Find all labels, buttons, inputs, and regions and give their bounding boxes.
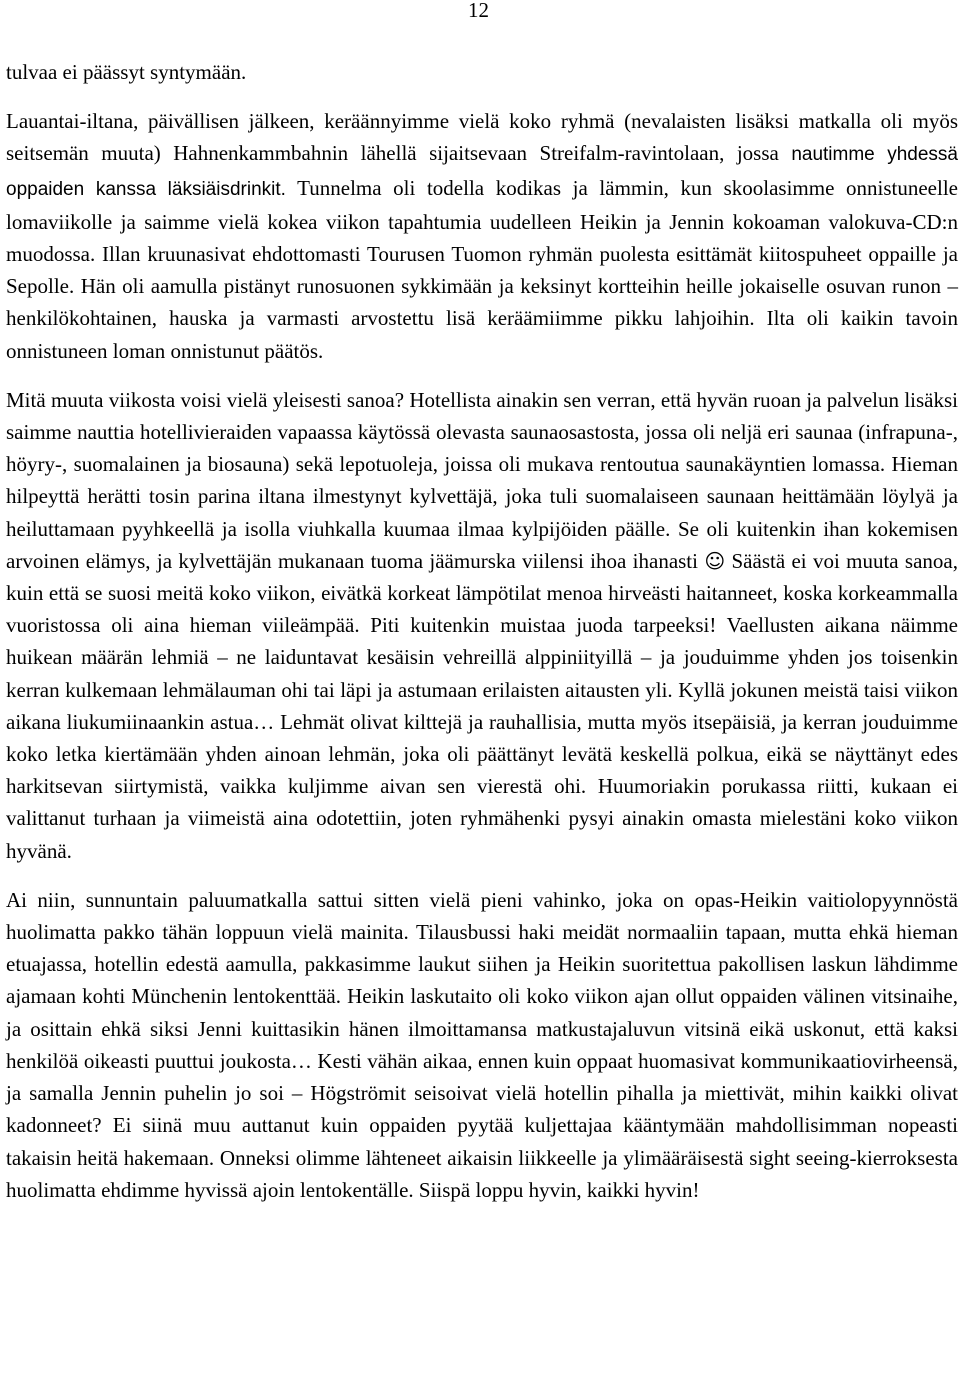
paragraph-text: Lauantai-iltana, päivällisen jälkeen, keräännyimme vielä koko ryhmä (nevalaisten lisäksi matkalla oli myös seitsemän muuta) Hahnenkammbahnin lähellä sijaitsevaan Streifalm-ravintolaan, jossa — [6, 109, 958, 166]
paragraph-text: Tunnelma oli todella kodikas ja lämmin, kun skoolasimme onnistuneelle lomaviikolle ja saimme vielä kokea viikon tapahtumia uudelleen Heikin ja Jennin kokoaman valokuva-CD:n muodossa. Illan kruunasivat ehdottomasti Tourusen Tuomon ryhmän puolesta esittämät kiitospuheet oppaille ja Sepolle. Hän oli aamulla pistänyt runosuonen sykkimään ja keksinyt kortteihin heille jokaiselle osuvan runon – henkilökohtainen, hauska ja varmasti arvostettu lisä keräämiimme pikku lahjoihin. Ilta oli kaikin tavoin onnistuneen loman onnistunut päätös. — [6, 175, 958, 363]
page-number: 12 — [468, 0, 489, 22]
paragraph-return-trip: Ai niin, sunnuntain paluumatkalla sattui sitten vielä pieni vahinko, joka on opas-Heikin vaitiolopyynnöstä huolimatta pakko tähän loppuun vielä mainita. Tilausbussi haki meidät normaaliin tapaan, mutta ehkä hieman etuajassa, hotellin edestä aamulla, pakkasimme laukut siihen ja Heikin suoritettua pakollisen laskun lähdimme ajamaan kohti Münchenin lentokenttää. Heikin laskutaito oli koko viikon ajan ollut oppaiden välinen vitsinaihe, ja osittain ehkä siksi Jenni kuittasikin hänen ilmoittamansa matkustajaluvun vitsinä eikä uskonut, että kaksi henkilöä oikeasti puuttui joukosta… Kesti vähän aikaa, ennen kuin oppaat huomasivat kommunikaatiovirheensä, ja samalla Jennin puhelin jo soi – Högströmit seisoivat vielä hotellin pihalla ja miettivät, mihin kaikki olivat kadonneet? Ei siinä muu auttanut kuin oppaiden pyytää kuljettajaa kääntymään mahdollisimman nopeasti takaisin heitä hakemaan. Onneksi olimme lähteneet aikaisin liikkeelle ja ylimääräisestä sight seeing-kierroksesta huolimatta ehdimme hyvissä ajoin lentokentälle. Siispä loppu hyvin, kaikki hyvin! — [6, 887, 958, 1202]
paragraph-text-sans: nautimme yhdessä oppaiden kanssa läksiäisdrinkit. — [6, 144, 958, 200]
smiley-icon: ☺ — [704, 548, 726, 573]
paragraph-continuation: tulvaa ei päässyt syntymään. — [6, 60, 247, 84]
paragraph-farewell-evening — [6, 105, 958, 367]
paragraph-text: Säästä ei voi muuta sanoa, kuin että se suosi meitä koko viikon, eivätkä korkeat lämpötilat menoa hirveästi haitanneet, koska korkeammalla vuoristossa oli aina hieman viileämpää. Piti kuitenkin muistaa juoda tarpeeksi! Vaellusten aikana näimme huikean määrän lehmiä – ne laiduntavat kesäisin vehreillä alppiniityillä – ja jouduimme yhden jos toisenkin kerran kulkemaan lehmälauman ohi tai läpi ja astumaan erilaisten aitausten yli. Kyllä jokunen meistä taisi viikon aikana liukumiinaankin astua… Lehmät olivat kilttejä ja rauhallisia, mutta myös itsepäisiä, ja kerran jouduimme koko letka kiertämään yhden ainoan lehmän, joka oli päättänyt levätä keskellä polkua, eikä se näyttänyt edes harkitsevan siirtymistä, vaikka kuljimme aivan sen vierestä ohi. Huumoriakin porukassa riitti, kukaan ei valittanut turhaan ja viimeistä aina odotettiin, joten ryhmähenki pysyi ainakin omasta mielestäni koko viikon hyvänä. — [6, 548, 958, 863]
paragraph-text: Mitä muuta viikosta voisi vielä yleisesti sanoa? Hotellista ainakin sen verran, että hyvän ruoan ja palvelun lisäksi saimme nauttia hotellivieraiden vapaassa käytössä olevasta saunaosastosta, jossa oli neljä eri saunaa (infrapuna-, höyry-, suomalainen ja biosauna) sekä lepotuoleja, joissa oli mukava rentoutua saunakäyntien lomassa. Hieman hilpeyttä herätti tosin parina iltana ilmestynyt kylvettäjä, joka tuli suomalaiseen saunaan heittämään löylyä ja heiluttamaan pyyhkeellä ja isolla viuhkalla kuumaa ilmaa kylpijöiden päälle. Se oli kuitenkin ihan kokemisen arvoinen elämys, ja kylvettäjän mukanaan tuoma jäämurska viilensi ihoa ihanasti — [6, 387, 958, 573]
page-body — [6, 56, 958, 1206]
paragraph-week-summary — [6, 384, 958, 867]
